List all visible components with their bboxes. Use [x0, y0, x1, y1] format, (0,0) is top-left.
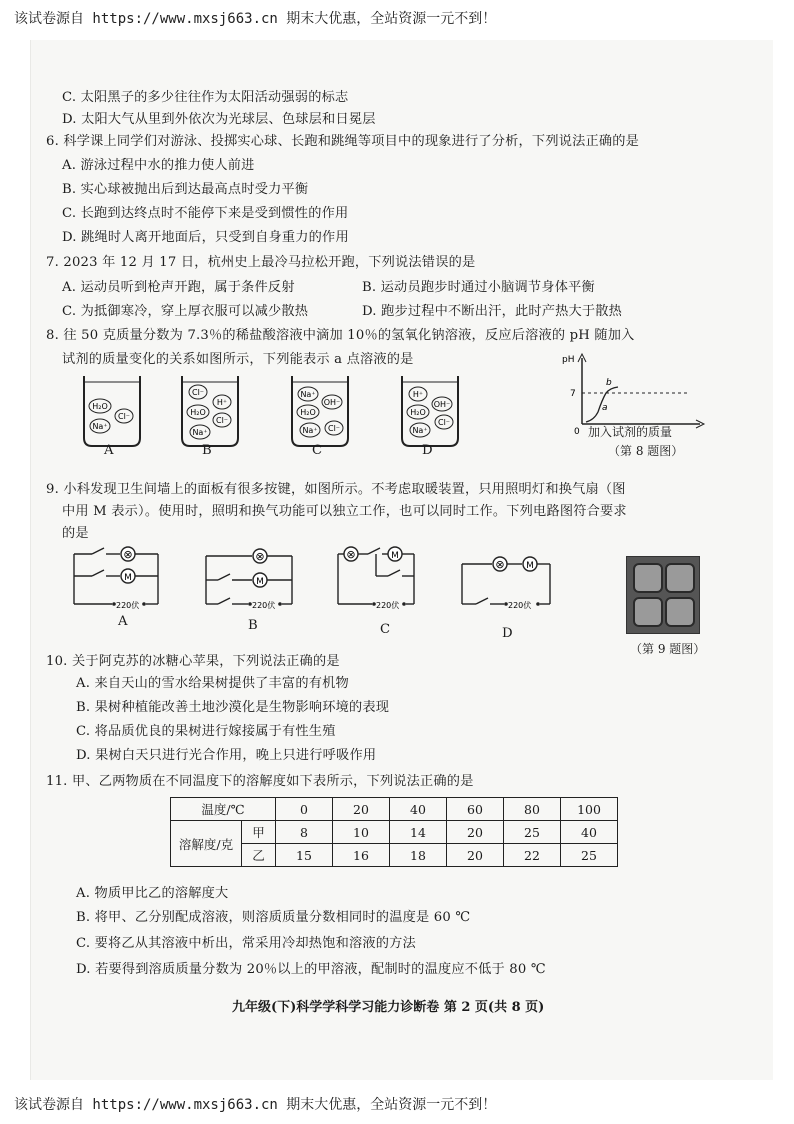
- beaker-c-ion-3: H₂O: [300, 408, 316, 417]
- circuit-d-lamp-icon: ⊗: [495, 558, 505, 571]
- q11-stem: 11. 甲、乙两物质在不同温度下的溶解度如下表所示，下列说法正确的是: [46, 774, 474, 789]
- q11-option-b: B. 将甲、乙分别配成溶液，则溶质质量分数相同时的温度是 60 ℃: [76, 910, 471, 925]
- q8-figure-caption: （第 8 题图）: [608, 444, 684, 458]
- yi-cell: 22: [504, 844, 561, 867]
- circuit-c-lamp-icon: ⊗: [346, 548, 356, 561]
- top-banner[interactable]: 该试卷源自 https://www.mxsj663.cn 期末大优惠，全站资源一元不到！: [14, 11, 497, 27]
- beaker-c-ion-4: Na⁺: [302, 426, 318, 435]
- beaker-c-ion-2: OH⁻: [323, 398, 341, 407]
- temp-cell: 100: [561, 798, 618, 821]
- q9-option-a-label[interactable]: A: [118, 614, 128, 629]
- circuit-d-motor-icon: M: [526, 561, 534, 571]
- beaker-b-ion-4: Cl⁻: [215, 416, 229, 425]
- temp-header: 温度/℃: [171, 798, 276, 821]
- beaker-b-ion-3: H₂O: [190, 408, 206, 417]
- q8-option-b-label[interactable]: B: [202, 443, 212, 458]
- q11-option-d: D. 若要得到溶质质量分数为 20％以上的甲溶液，配制时的温度应不低于 80 ℃: [76, 962, 546, 977]
- beaker-a: [84, 376, 140, 446]
- yi-cell: 18: [390, 844, 447, 867]
- beaker-d-ion-3: H₂O: [410, 408, 426, 417]
- yi-cell: 25: [561, 844, 618, 867]
- temp-cell: 60: [447, 798, 504, 821]
- temp-cell: 20: [333, 798, 390, 821]
- q8-beakers: [72, 372, 462, 460]
- yi-cell: 15: [276, 844, 333, 867]
- q6-stem: 6. 科学课上同学们对游泳、投掷实心球、长跑和跳绳等项目中的现象进行了分析，下列说法正确的是: [46, 134, 640, 149]
- circuit-a: [74, 547, 158, 610]
- circuit-b-motor-icon: M: [256, 577, 264, 587]
- panel-key-2: [665, 563, 695, 593]
- q6-option-c: C. 长跑到达终点时不能停下来是受到惯性的作用: [62, 206, 349, 221]
- q9-option-d-label[interactable]: D: [502, 626, 513, 641]
- substance-yi: 乙: [242, 844, 276, 867]
- q10-option-d: D. 果树白天只进行光合作用，晚上只进行呼吸作用: [76, 748, 377, 763]
- panel-key-4: [665, 597, 695, 627]
- q10-option-b: B. 果树种植能改善土地沙漠化是生物影响环境的表现: [76, 700, 390, 715]
- circuit-d: [462, 557, 550, 610]
- q9-stem-line3: 的是: [62, 526, 89, 541]
- q7-option-b: B. 运动员跑步时通过小脑调节身体平衡: [362, 280, 595, 295]
- jia-cell: 25: [504, 821, 561, 844]
- beaker-a-ion-3: Na⁺: [92, 422, 108, 431]
- circuit-c-voltage: 220伏: [376, 601, 400, 610]
- beaker-b: [182, 376, 238, 446]
- point-b-label: b: [606, 378, 612, 388]
- q5-option-d: D. 太阳大气从里到外依次为光球层、色球层和日冕层: [62, 112, 376, 127]
- jia-cell: 40: [561, 821, 618, 844]
- q9-figure-caption: （第 9 题图）: [630, 642, 706, 656]
- q10-option-a: A. 来自天山的雪水给果树提供了丰富的有机物: [76, 676, 349, 691]
- q6-option-d: D. 跳绳时人离开地面后，只受到自身重力的作用: [62, 230, 349, 245]
- q11-option-a: A. 物质甲比乙的溶解度大: [76, 886, 229, 901]
- jia-cell: 10: [333, 821, 390, 844]
- panel-key-1: [633, 563, 663, 593]
- bottom-banner[interactable]: 该试卷源自 https://www.mxsj663.cn 期末大优惠，全站资源一元不到！: [14, 1097, 497, 1113]
- page-footer: 九年级(下)科学学科学习能力诊断卷 第 2 页(共 8 页): [232, 1000, 545, 1015]
- circuit-b-lamp-icon: ⊗: [255, 550, 265, 563]
- beaker-b-ion-5: Na⁺: [192, 428, 208, 437]
- q5-option-c: C. 太阳黑子的多少往往作为太阳活动强弱的标志: [62, 90, 349, 105]
- circuit-b: [206, 549, 292, 610]
- beaker-a-ion-2: Cl⁻: [117, 412, 131, 421]
- substance-jia: 甲: [242, 821, 276, 844]
- circuit-a-lamp-icon: ⊗: [123, 548, 133, 561]
- q6-option-b: B. 实心球被抛出后到达最高点时受力平衡: [62, 182, 309, 197]
- circuit-b-voltage: 220伏: [252, 601, 276, 610]
- circuit-d-voltage: 220伏: [508, 601, 532, 610]
- jia-cell: 8: [276, 821, 333, 844]
- temp-cell: 0: [276, 798, 333, 821]
- q6-option-a: A. 游泳过程中水的推力使人前进: [62, 158, 255, 173]
- jia-cell: 14: [390, 821, 447, 844]
- graph-y7: 7: [570, 389, 576, 399]
- beaker-d-ion-1: H⁺: [412, 390, 424, 399]
- table-row: [171, 821, 618, 844]
- circuit-a-voltage: 220伏: [116, 601, 140, 610]
- temp-cell: 40: [390, 798, 447, 821]
- q11-option-c: C. 要将乙从其溶液中析出，常采用冷却热饱和溶液的方法: [76, 936, 416, 951]
- graph-origin: 0: [574, 427, 580, 437]
- beaker-b-ion-1: Cl⁻: [191, 388, 205, 397]
- yi-cell: 16: [333, 844, 390, 867]
- q7-option-a: A. 运动员听到枪声开跑，属于条件反射: [62, 280, 295, 295]
- q8-stem-line1: 8. 往 50 克质量分数为 7.3％的稀盐酸溶液中滴加 10％的氢氧化钠溶液，反应后溶液的 pH 随加入: [46, 328, 635, 343]
- q8-option-d-label[interactable]: D: [422, 443, 433, 458]
- beaker-c-ion-1: Na⁺: [300, 390, 316, 399]
- beaker-c: [292, 376, 348, 446]
- q9-option-b-label[interactable]: B: [248, 618, 258, 633]
- point-a-label: a: [602, 403, 608, 413]
- q8-option-a-label[interactable]: A: [104, 443, 114, 458]
- table-row: [171, 798, 618, 821]
- switch-panel-photo: [626, 556, 700, 634]
- q9-stem-line2: 中用 M 表示）。使用时，照明和换气功能可以独立工作，也可以同时工作。下列电路图符合要求: [62, 504, 627, 519]
- beaker-d: [402, 376, 458, 446]
- solubility-table: [170, 797, 618, 867]
- q10-option-c: C. 将品质优良的果树进行嫁接属于有性生殖: [76, 724, 336, 739]
- beaker-d-ion-5: Na⁺: [412, 426, 428, 435]
- graph-ylabel: pH: [562, 355, 575, 365]
- q7-stem: 7. 2023 年 12 月 17 日，杭州史上最冷马拉松开跑，下列说法错误的是: [46, 255, 476, 270]
- beaker-a-ion-1: H₂O: [92, 402, 108, 411]
- jia-cell: 20: [447, 821, 504, 844]
- q8-stem-line2: 试剂的质量变化的关系如图所示，下列能表示 a 点溶液的是: [62, 352, 414, 367]
- q9-option-c-label[interactable]: C: [380, 622, 391, 637]
- q7-option-d: D. 跑步过程中不断出汗，此时产热大于散热: [362, 304, 623, 319]
- temp-cell: 80: [504, 798, 561, 821]
- circuit-c-motor-icon: M: [391, 551, 399, 561]
- q9-stem-line1: 9. 小科发现卫生间墙上的面板有很多按键，如图所示。不考虑取暖装置，只用照明灯和换气扇（图: [46, 482, 626, 497]
- beaker-d-ion-2: OH⁻: [433, 400, 451, 409]
- yi-cell: 20: [447, 844, 504, 867]
- q7-option-c: C. 为抵御寒冷，穿上厚衣服可以减少散热: [62, 304, 309, 319]
- panel-key-3: [633, 597, 663, 627]
- q8-option-c-label[interactable]: C: [312, 443, 323, 458]
- beaker-d-ion-4: Cl⁻: [437, 418, 451, 427]
- beaker-b-ion-2: H⁺: [216, 398, 228, 407]
- circuit-c: [338, 547, 414, 610]
- q10-stem: 10. 关于阿克苏的冰糖心苹果，下列说法正确的是: [46, 654, 340, 669]
- solubility-header: 溶解度/克: [171, 821, 242, 867]
- graph-xlabel: 加入试剂的质量: [588, 425, 673, 439]
- beaker-c-ion-5: Cl⁻: [327, 424, 341, 433]
- circuit-a-motor-icon: M: [124, 573, 132, 583]
- q9-circuits: [66, 540, 626, 618]
